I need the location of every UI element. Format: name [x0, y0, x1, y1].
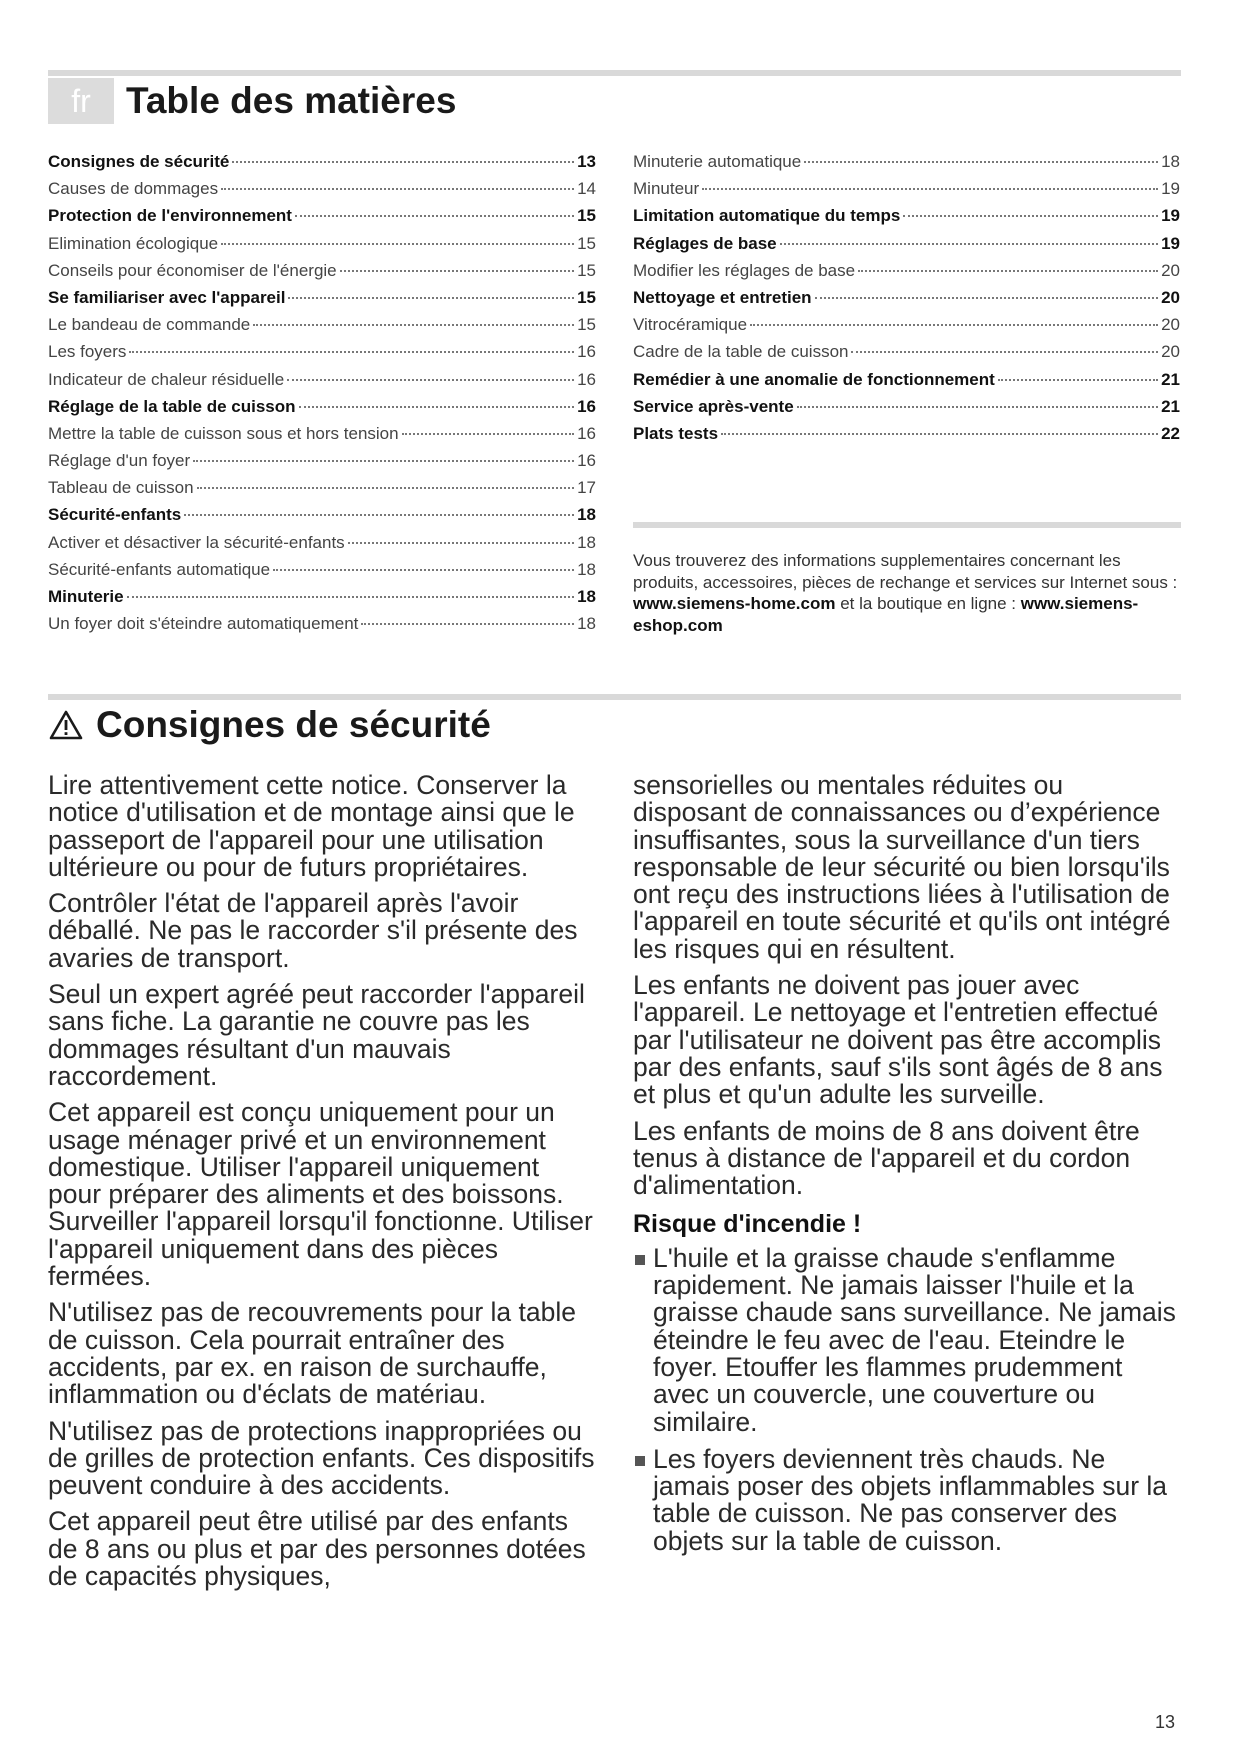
toc-entry[interactable]: [48, 288, 596, 315]
safety-paragraph: Cet appareil peut être utilisé par des enfants de 8 ans ou plus et par des personnes dotées de capacités physiques,: [48, 1506, 586, 1592]
fire-risk-bullet: [633, 1242, 1181, 1437]
safety-paragraph: N'utilisez pas de recouvrements pour la table de cuisson. Cela pourrait entraîner des accidents, par ex. en raison de surchauffe, inflammation ou d'éclats de matériau.: [48, 1297, 576, 1410]
toc-entry-page: 16: [577, 423, 596, 443]
info-text-part: et la boutique en ligne :: [835, 594, 1021, 613]
toc-entry-page: 18: [577, 505, 596, 525]
toc-entry-page: 15: [577, 287, 596, 307]
toc-entry[interactable]: [633, 288, 1180, 315]
toc-entry-text: Un foyer doit s'éteindre automatiquement: [48, 614, 359, 634]
toc-entry-page: 19: [1161, 233, 1180, 253]
section-rule: [48, 694, 1181, 700]
toc-entry-text: Mettre la table de cuisson sous et hors tension: [48, 423, 399, 443]
safety-left-column: [48, 772, 596, 1599]
toc-entry[interactable]: [633, 315, 1180, 342]
toc-entry-text: Se familiariser avec l'appareil: [48, 287, 286, 307]
toc-entry[interactable]: [48, 478, 596, 505]
safety-paragraph: Les enfants de moins de 8 ans doivent être tenus à distance de l'appareil et du cordon d'alimentation.: [633, 1115, 1140, 1201]
toc-entry-text: Les foyers: [48, 342, 127, 362]
toc-entry-text: Cadre de la table de cuisson: [633, 342, 849, 362]
toc-entry[interactable]: [48, 342, 596, 369]
toc-entry[interactable]: [48, 370, 596, 397]
toc-entry[interactable]: [633, 152, 1180, 179]
toc-entry-page: 17: [577, 478, 596, 498]
toc-entry-text: Service après-vente: [633, 396, 794, 416]
toc-entry-text: Indicateur de chaleur résiduelle: [48, 369, 285, 389]
toc-entry-text: Elimination écologique: [48, 233, 219, 253]
toc-entry[interactable]: [633, 261, 1180, 288]
toc-entry-text: Vitrocéramique: [633, 315, 748, 335]
toc-entry-page: 14: [577, 179, 596, 199]
fire-risk-bullet: [633, 1443, 1181, 1556]
square-bullet-icon: [635, 1456, 645, 1466]
toc-left-column: [48, 152, 596, 641]
info-rule: [633, 522, 1181, 528]
toc-entry[interactable]: [48, 234, 596, 261]
toc-entry-page: 20: [1161, 260, 1180, 280]
toc-entry-text: Réglage d'un foyer: [48, 451, 191, 471]
toc-entry-page: 21: [1161, 369, 1180, 389]
toc-right-column: [633, 152, 1180, 451]
toc-entry[interactable]: [48, 152, 596, 179]
toc-entry-text: Réglages de base: [633, 233, 777, 253]
toc-entry[interactable]: [48, 587, 596, 614]
toc-entry[interactable]: [633, 397, 1180, 424]
toc-entry-page: 18: [577, 587, 596, 606]
toc-entry[interactable]: [48, 179, 596, 206]
siemens-home-link[interactable]: www.siemens-home.com: [633, 594, 836, 613]
toc-entry[interactable]: [48, 424, 596, 451]
fire-risk-heading: Risque d'incendie !: [633, 1210, 862, 1239]
safety-right-column: [633, 772, 1181, 1565]
toc-entry[interactable]: [633, 179, 1180, 206]
top-rule: [48, 70, 1181, 76]
toc-entry-text: Conseils pour économiser de l'énergie: [48, 260, 337, 280]
toc-entry-text: Minuterie: [48, 587, 124, 606]
toc-entry-text: Protection de l'environnement: [48, 206, 292, 226]
safety-paragraph: Lire attentivement cette notice. Conserver la notice d'utilisation et de montage ainsi que le passeport de l'appareil pour une utilisation ultérieure ou pour de futurs propriétaires.: [48, 770, 575, 882]
toc-entry-text: Limitation automatique du temps: [633, 206, 901, 226]
info-text-part: Vous trouverez des informations supplementaires concernant les produits, accessoires, pièces de rechange et services sur Internet sous :: [633, 551, 1178, 592]
bullet-text: L'huile et la graisse chaude s'enflamme rapidement. Ne jamais laisser l'huile et la graisse chaude sans surveillance. Ne jamais éteindre le feu avec de l'eau. Eteindre le foyer. Etouffer les flammes prudemment avec un couvercle, une couverture ou similaire.: [653, 1242, 1176, 1437]
toc-entry-text: Minuterie automatique: [633, 152, 802, 171]
toc-entry[interactable]: [48, 261, 596, 288]
toc-entry-text: Sécurité-enfants automatique: [48, 559, 271, 579]
toc-entry-page: 15: [577, 206, 596, 226]
toc-entry-text: Le bandeau de commande: [48, 315, 251, 335]
toc-entry-page: 20: [1161, 315, 1180, 335]
safety-paragraph: Seul un expert agréé peut raccorder l'appareil sans fiche. La garantie ne couvre pas les dommages résultant d'un mauvais raccordement.: [48, 979, 585, 1091]
toc-entry-page: 16: [577, 342, 596, 362]
toc-entry[interactable]: [633, 342, 1180, 369]
toc-entry-text: Activer et désactiver la sécurité-enfants: [48, 532, 345, 552]
safety-section-title: [48, 702, 491, 748]
toc-entry-page: 22: [1161, 423, 1180, 443]
toc-entry-text: Minuteur: [633, 179, 700, 199]
toc-entry[interactable]: [48, 315, 596, 342]
toc-entry-text: Causes de dommages: [48, 179, 219, 199]
toc-entry-page: 19: [1161, 206, 1180, 226]
safety-paragraph: Contrôler l'état de l'appareil après l'avoir déballé. Ne pas le raccorder s'il présente des avaries de transport.: [48, 888, 578, 973]
toc-entry[interactable]: [48, 505, 596, 532]
toc-entry[interactable]: [48, 397, 596, 424]
toc-entry-text: Plats tests: [633, 423, 719, 443]
toc-entry-text: Réglage de la table de cuisson: [48, 396, 296, 416]
toc-entry-page: 15: [577, 260, 596, 280]
siemens-eshop-link[interactable]: www.siemens-eshop.com: [633, 594, 1139, 635]
toc-entry[interactable]: [48, 614, 596, 641]
toc-entry-text: Nettoyage et entretien: [633, 287, 812, 307]
toc-entry[interactable]: [48, 451, 596, 478]
toc-entry-page: 18: [1161, 152, 1180, 171]
page-number: 13: [1155, 1712, 1176, 1732]
language-badge: fr: [48, 78, 114, 124]
toc-entry-text: Remédier à une anomalie de fonctionnement: [633, 369, 995, 389]
toc-entry-page: 21: [1161, 396, 1180, 416]
toc-entry-page: 20: [1161, 342, 1180, 362]
toc-entry-page: 20: [1161, 287, 1180, 307]
toc-entry-page: 18: [577, 532, 596, 552]
toc-entry-page: 16: [577, 396, 596, 416]
safety-paragraph: Les enfants ne doivent pas jouer avec l'appareil. Le nettoyage et l'entretien effectué par l'utilisateur ne doivent pas être accomplis par des enfants, sauf s'ils sont âgés de 8 ans et plus et qu'un adulte les surveille.: [633, 970, 1163, 1110]
toc-entry-text: Sécurité-enfants: [48, 505, 182, 525]
safety-paragraph: sensorielles ou mentales réduites ou disposant de connaissances ou d’expérience insuffisantes, sous la surveillance d'un tiers responsable de leur sécurité ou bien lorsqu'ils ont reçu des instructions liées à l'utilisation de l'appareil en toute sécurité et qu'ils ont intégré les risques qui en résultent.: [633, 770, 1171, 964]
toc-entry-page: 15: [577, 233, 596, 253]
online-info-text: [633, 550, 1178, 636]
square-bullet-icon: [635, 1255, 645, 1265]
safety-title-text: Consignes de sécurité: [96, 704, 491, 745]
toc-entry-page: 19: [1161, 179, 1180, 199]
toc-entry-page: 16: [577, 369, 596, 389]
toc-entry-page: 18: [577, 559, 596, 579]
toc-entry[interactable]: [633, 370, 1180, 397]
toc-entry[interactable]: [48, 533, 596, 560]
bullet-text: Les foyers deviennent très chauds. Ne jamais poser des objets inflammables sur la table de cuisson. Ne pas conserver des objets sur la table de cuisson.: [653, 1443, 1168, 1556]
safety-paragraph: Cet appareil est conçu uniquement pour un usage ménager privé et un environnement domestique. Utiliser l'appareil uniquement pour préparer des aliments et des boissons. Surveiller l'appareil lorsqu'il fonctionne. Utiliser l'appareil uniquement dans des pièces fermées.: [48, 1097, 593, 1292]
toc-entry[interactable]: [48, 560, 596, 587]
toc-entry-text: Consignes de sécurité: [48, 152, 230, 171]
toc-entry[interactable]: [633, 234, 1180, 261]
toc-entry-page: 15: [577, 315, 596, 335]
toc-entry-page: 13: [577, 152, 596, 171]
safety-paragraph: N'utilisez pas de protections inappropriées ou de grilles de protection enfants. Ces dispositifs peuvent conduire à des accidents.: [48, 1415, 595, 1501]
toc-entry[interactable]: [633, 206, 1180, 233]
warning-triangle-icon: [48, 709, 84, 741]
toc-entry-text: Tableau de cuisson: [48, 478, 194, 498]
toc-entry-page: 18: [577, 614, 596, 634]
toc-entry[interactable]: [633, 424, 1180, 451]
toc-entry[interactable]: [48, 206, 596, 233]
toc-entry-page: 16: [577, 451, 596, 471]
toc-title: Table des matières: [126, 80, 457, 121]
toc-entry-text: Modifier les réglages de base: [633, 260, 856, 280]
